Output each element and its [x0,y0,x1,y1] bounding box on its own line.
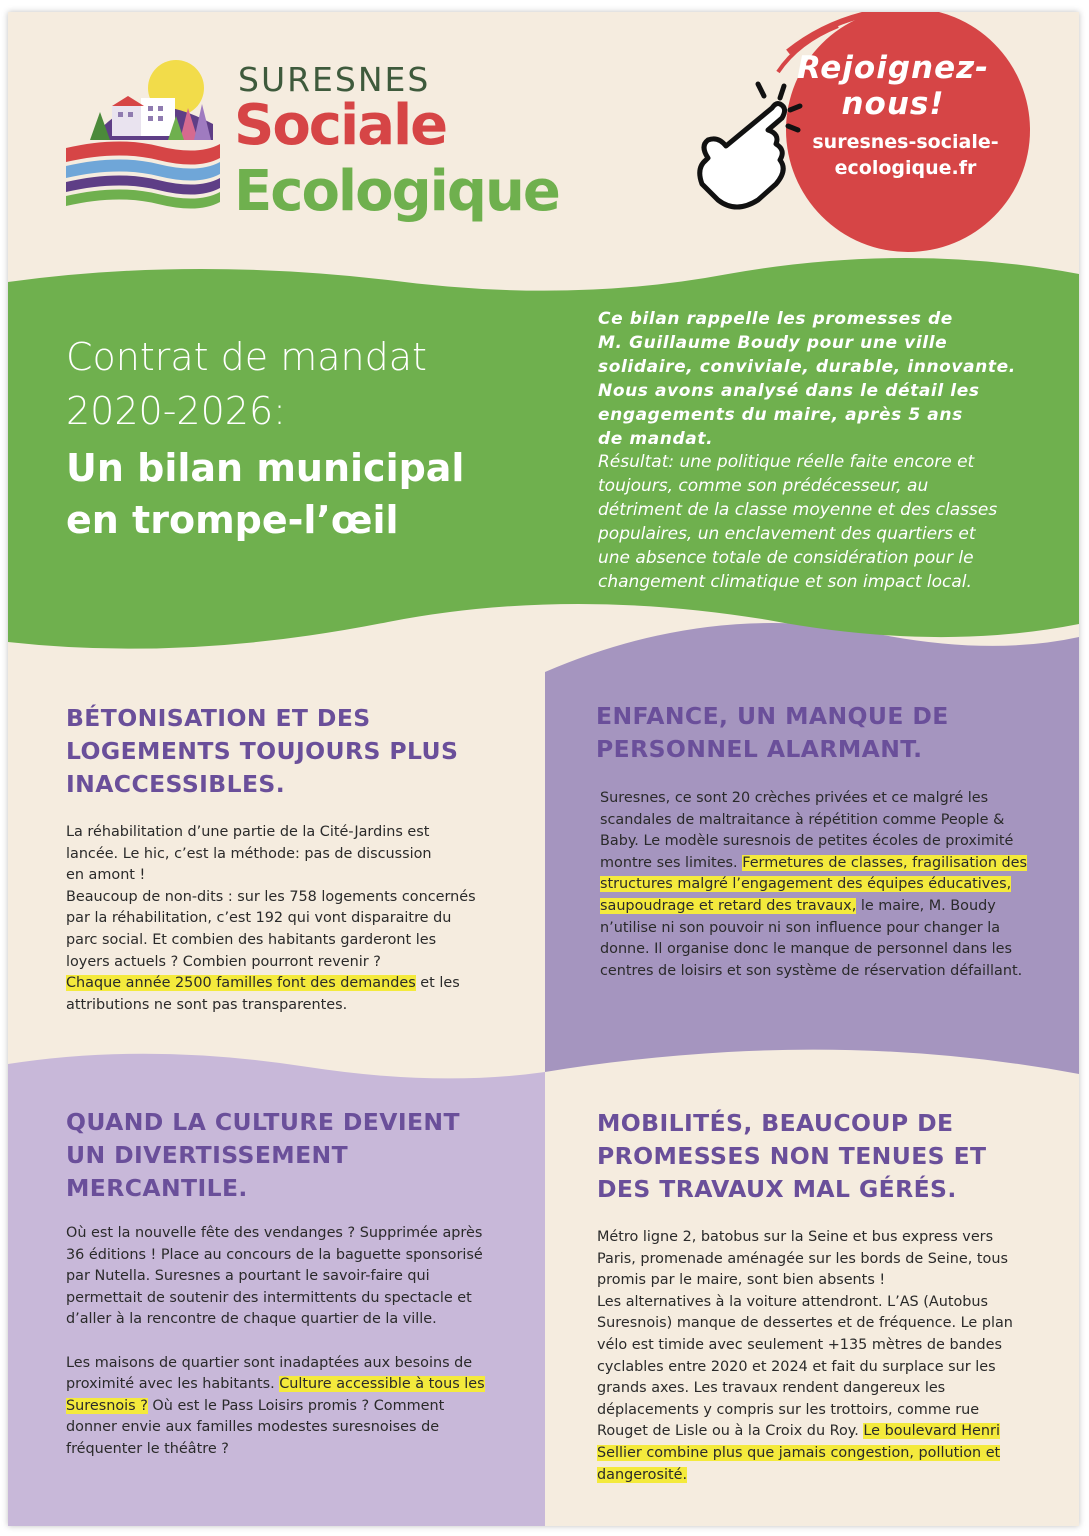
mobility-body [597,1227,1067,1486]
flyer-page [8,12,1079,1526]
banner-headline [66,442,536,547]
body-text-fragment: le maire, M. Boudy [856,897,996,914]
intro-strong-text [598,307,1058,451]
cta-url-line-1: suresnes-sociale- [812,131,999,153]
highlighted-text: dangerosité. [597,1466,688,1483]
body-line: 36 éditions ! Place au concours de la baguette sponsorisé [66,1246,483,1263]
banner-headline-line-2: en trompe-l’œil [66,498,399,543]
body-line [66,1374,536,1396]
body-line: cyclables entre 2020 et 2024 et fait du surplace sur les [597,1358,996,1375]
childhood-body [600,788,1070,982]
body-text-fragment: Où est le Pass Loisirs promis ? Comment [147,1397,445,1414]
body-line: en amont ! [66,867,146,884]
body-line [600,853,1070,875]
highlighted-text: Le boulevard Henri [863,1423,1000,1440]
heading-line: ENFANCE, UN MANQUE DE [596,702,949,730]
body-line: La réhabilitation d’une partie de la Cité-Jardins est [66,824,430,840]
intro-strong-line: M. Guillaume Boudy pour une ville [598,333,948,353]
highlighted-text: Fermetures de classes, fragilisation des [742,854,1028,871]
culture-heading [66,1106,536,1205]
body-line: attributions ne sont pas transparentes. [66,996,348,1013]
banner-headline-line-1: Un bilan municipal [66,446,465,490]
heading-line: MERCANTILE. [66,1174,248,1202]
body-text-fragment: et les [415,975,460,992]
body-line: Les alternatives à la voiture attendront. L’AS (Autobus [597,1293,989,1310]
body-line: Métro ligne 2, batobus sur la Seine et bus express vers [597,1229,994,1245]
intro-result-line: changement climatique et son impact local. [598,572,972,592]
heading-line: DES TRAVAUX MAL GÉRÉS. [597,1175,957,1203]
body-line: Où est la nouvelle fête des vendanges ? Supprimée après [66,1225,483,1241]
intro-strong-line: Nous avons analysé dans le détail les [598,381,980,401]
logo-word-sociale: Sociale [234,93,447,158]
body-line: Suresnois) manque de dessertes et de fréquence. Le plan [597,1315,1013,1332]
body-line [600,896,1070,918]
houses-icon [112,96,175,136]
body-line: donner envie aux familles modestes suresnoises de [66,1419,440,1436]
intro-result-line: populaires, un enclavement des quartiers et [598,524,976,544]
intro-result-text [598,450,1058,594]
heading-line: LOGEMENTS TOUJOURS PLUS [66,737,459,765]
intro-strong-line: de mandat. [598,429,714,449]
heading-line: BÉTONISATION ET DES [66,704,371,732]
highlighted-text: structures malgré l’engagement des équipes éducatives, [600,876,1012,893]
body-line: Beaucoup de non-dits : sur les 758 logements concernés [66,888,476,905]
heading-line: UN DIVERTISSEMENT [66,1141,349,1169]
cta-title: Rejoignez-nous! [796,50,990,123]
highlighted-text: Chaque année 2500 familles font des demandes [66,975,416,992]
body-line: Baby. Le modèle suresnois de petites écoles de proximité [600,833,1014,850]
heading-line: QUAND LA CULTURE DEVIENT [66,1108,460,1136]
intro-result-line: Résultat: une politique réelle faite encore et [598,452,975,472]
body-line: lancée. Le hic, c’est la méthode: pas de discussion [66,845,432,862]
highlighted-text: saupoudrage et retard des travaux, [600,897,857,914]
intro-result-line: détriment de la classe moyenne et des classes [598,500,998,520]
body-line: n’utilise ni son pouvoir ni son influence pour changer la [600,919,1001,936]
highlighted-text: Sellier combine plus que jamais congestion, pollution et [597,1444,1001,1461]
body-line: scandales de maltraitance à répétition comme People & [600,811,1005,828]
body-line: permettait de soutenir des intermittents du spectacle et [66,1289,472,1306]
body-text-fragment: proximité avec les habitants. [66,1376,280,1393]
body-line: d’aller à la rencontre de chaque quartier de la ville. [66,1311,437,1328]
banner-title-line-1: Contrat de mandat [66,335,427,379]
logo-word-suresnes: SURESNES [238,60,431,99]
banner-title-line-2: 2020-2026: [66,389,286,433]
intro-result-line: toujours, comme son prédécesseur, au [598,476,929,496]
body-line: donne. Il organise donc le manque de personnel dans les [600,941,1013,958]
body-line: Suresnes, ce sont 20 crèches privées et ce malgré les [600,790,989,806]
intro-strong-line: Ce bilan rappelle les promesses de [598,309,953,329]
body-line [597,1443,1067,1465]
heading-line: MOBILITÉS, BEAUCOUP DE [597,1109,954,1137]
body-line: Les maisons de quartier sont inadaptées aux besoins de [66,1354,473,1371]
body-line [597,1421,1067,1443]
body-line [597,1465,1067,1487]
intro-strong-line: solidaire, conviviale, durable, innovante. [598,357,1016,377]
logo-graphic [66,60,220,209]
body-line: vélo est timide avec seulement +135 mètres de bandes [597,1336,1003,1353]
body-line: centres de loisirs et son système de réservation défaillant. [600,962,1023,979]
body-line [66,1396,536,1418]
body-line: fréquenter le théâtre ? [66,1440,229,1457]
heading-line: INACCESSIBLES. [66,770,286,798]
cta-url-link[interactable] [778,130,1033,181]
highlighted-text: Suresnois ? [66,1397,148,1414]
paragraph-gap [66,1331,536,1353]
body-line: Paris, promenade aménagée sur les bords de Seine, tous [597,1250,1008,1267]
housing-body [66,822,536,1016]
body-line [66,973,536,995]
heading-line: PERSONNEL ALARMANT. [596,735,923,763]
body-line: par Nutella. Suresnes a pourtant le savoir-faire qui [66,1268,430,1285]
body-line [600,874,1070,896]
cta-url-line-2: ecologique.fr [834,156,977,179]
housing-heading [66,702,536,801]
highlighted-text: Culture accessible à tous les [279,1376,485,1393]
body-text-fragment: montre ses limites. [600,854,743,871]
intro-result-line: une absence totale de considération pour le [598,548,974,568]
body-text-fragment: Rouget de Lisle ou à la Croix du Roy. [597,1423,864,1440]
body-line: grands axes. Les travaux rendent dangereux les [597,1380,946,1397]
body-line: promis par le maire, sont bien absents ! [597,1272,886,1289]
waves-icon [66,141,220,208]
body-line: parc social. Et combien des habitants garderont les [66,931,437,948]
logo-word-ecologique: Ecologique [234,159,559,224]
childhood-heading [596,700,1056,766]
heading-line: PROMESSES NON TENUES ET [597,1142,987,1170]
body-line: loyers actuels ? Combien pourront revenir ? [66,953,381,970]
culture-body [66,1223,536,1461]
intro-strong-line: engagements du maire, après 5 ans [598,405,963,425]
body-line: déplacements y compris sur les trottoirs, comme rue [597,1401,980,1418]
mobility-heading [597,1107,1067,1206]
body-line: par la réhabilitation, c’est 192 qui vont disparaitre du [66,910,452,927]
